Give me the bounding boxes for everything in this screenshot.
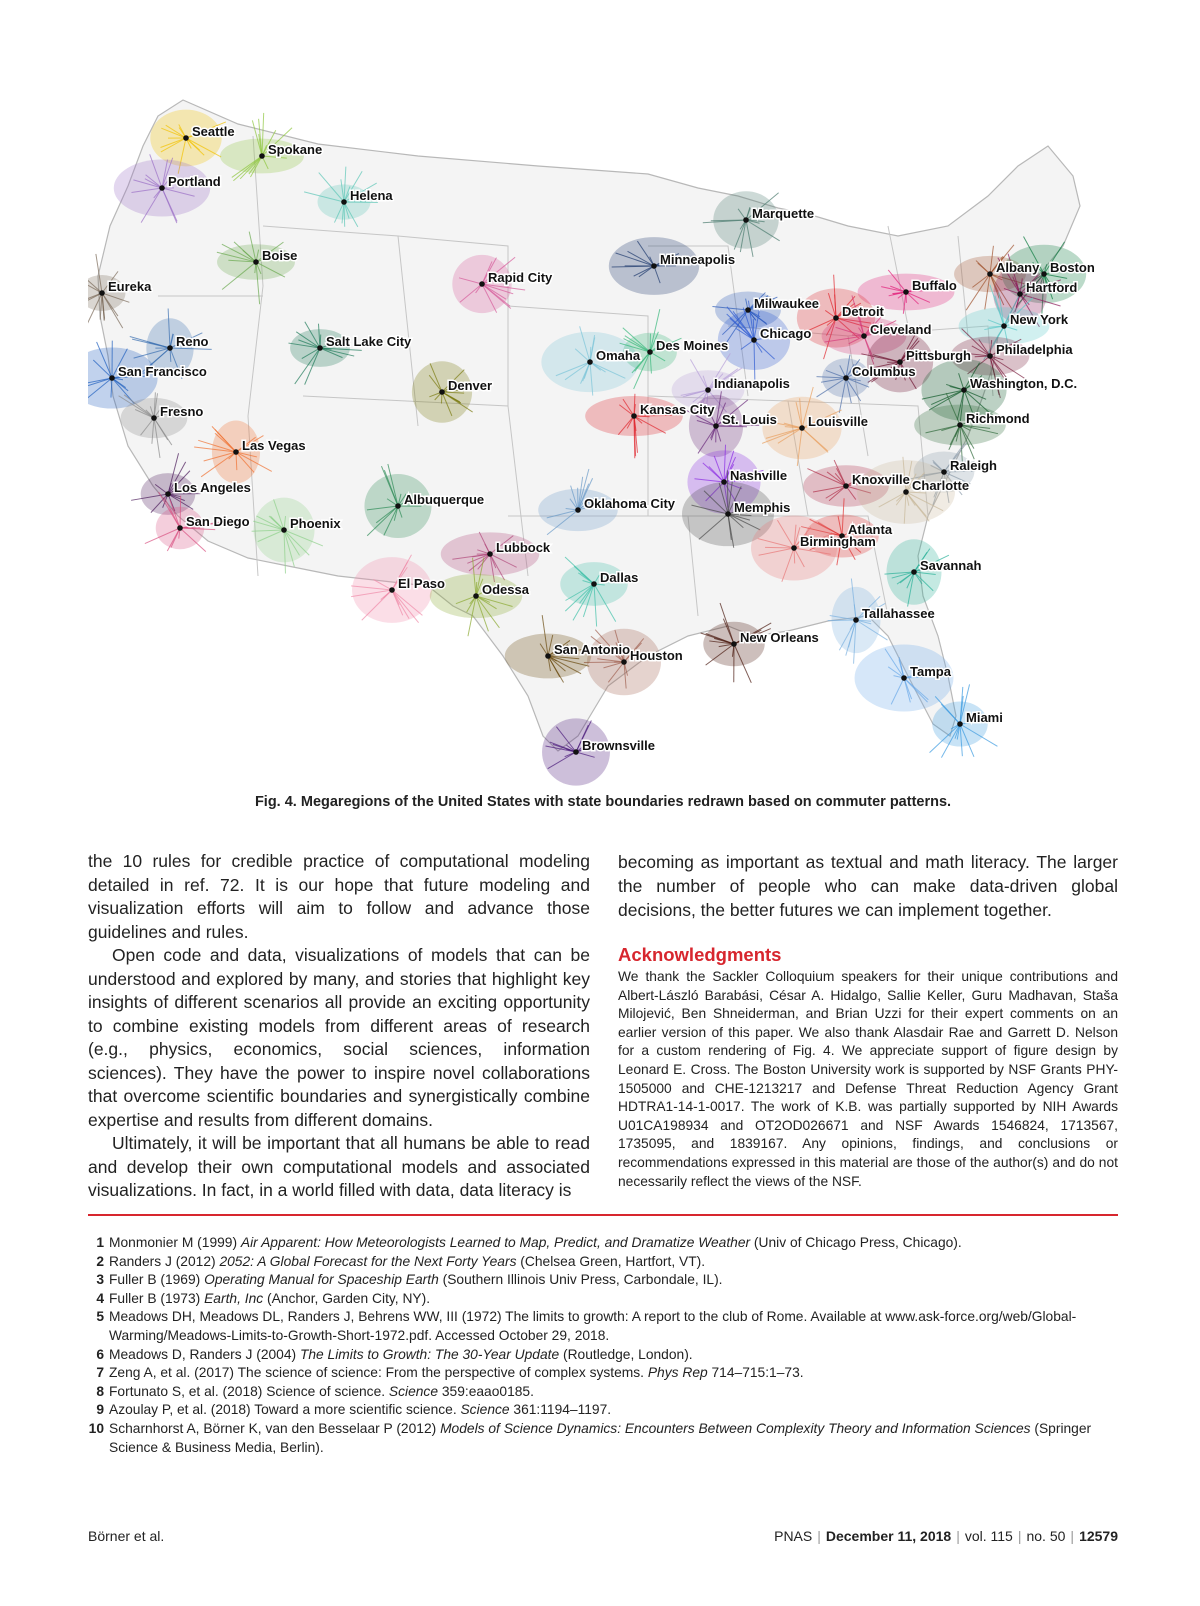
city-marker [1001, 323, 1007, 329]
city-marker [751, 337, 757, 343]
reference-item [88, 1253, 1118, 1272]
city-label: Buffalo [912, 278, 957, 293]
city-marker [473, 593, 479, 599]
city-label: Columbus [852, 364, 916, 379]
reference-number: 10 [88, 1420, 104, 1436]
reference-item [88, 1290, 1118, 1309]
city-marker [647, 349, 653, 355]
city-label: Memphis [734, 500, 791, 515]
city-marker [183, 135, 189, 141]
reference-title: Operating Manual for Spaceship Earth [204, 1272, 439, 1288]
city-marker [233, 449, 239, 455]
reference-title: The Limits to Growth: The 30-Year Update [299, 1346, 560, 1362]
city-label: Cleveland [870, 322, 932, 337]
city-label: Fresno [160, 404, 204, 419]
city-marker [167, 345, 173, 351]
reference-source: (Univ of Chicago Press, Chicago). [750, 1235, 962, 1250]
footer-page-number: 12579 [1079, 1528, 1118, 1544]
city-label: Dallas [600, 570, 639, 585]
reference-source: 714–715:1–73. [707, 1365, 804, 1381]
city-label: Chicago [760, 326, 812, 341]
city-marker [725, 511, 731, 517]
city-marker [317, 345, 323, 351]
city-label: Albuquerque [404, 492, 485, 507]
city-marker [631, 413, 637, 419]
city-marker [1041, 271, 1047, 277]
city-label: Marquette [752, 206, 815, 221]
city-label: Philadelphia [996, 342, 1073, 357]
city-marker [389, 587, 395, 593]
reference-title: Earth, Inc [204, 1290, 264, 1306]
reference-text: Scharnhorst A, Börner K, van den Besselaar P (2012) [109, 1420, 441, 1436]
city-marker [941, 469, 947, 475]
city-label: Tampa [910, 664, 951, 679]
city-marker [621, 659, 627, 665]
city-label: Omaha [596, 348, 641, 363]
city-marker [843, 483, 849, 489]
reference-item [88, 1346, 1118, 1365]
city-label: Raleigh [950, 458, 997, 473]
megaregions-map [88, 96, 1118, 786]
body-column-left [88, 850, 590, 1203]
city-label: Miami [966, 710, 1003, 725]
city-label: Denver [448, 378, 493, 393]
footer-authors: Börner et al. [88, 1528, 165, 1544]
reference-number: 3 [96, 1272, 104, 1288]
megaregions-map-figure [88, 96, 1118, 786]
city-label: Kansas City [640, 402, 715, 417]
city-label: San Francisco [118, 364, 207, 379]
reference-item [88, 1383, 1118, 1402]
reference-item [88, 1234, 1118, 1253]
city-label: Houston [630, 648, 683, 663]
city-label: Indianapolis [714, 376, 790, 391]
commuter-flow-line [180, 496, 181, 528]
city-label: Birmingham [800, 534, 876, 549]
city-label: Brownsville [582, 738, 655, 753]
city-marker [853, 617, 859, 623]
city-label: Odessa [482, 582, 529, 597]
city-label: Savannah [920, 558, 982, 573]
city-marker [1017, 291, 1023, 297]
city-label: Charlotte [912, 478, 970, 493]
city-marker [911, 569, 917, 575]
city-label: Hartford [1026, 280, 1078, 295]
city-marker [957, 721, 963, 727]
city-label: Knoxville [852, 472, 910, 487]
city-marker [961, 387, 967, 393]
city-marker [573, 749, 579, 755]
city-marker [987, 353, 993, 359]
city-label: Portland [168, 174, 221, 189]
reference-item [88, 1308, 1118, 1345]
city-marker [439, 389, 445, 395]
city-label: El Paso [398, 576, 445, 591]
city-label: Albany [996, 260, 1040, 275]
city-label: Detroit [842, 304, 884, 319]
city-label: Pittsburgh [906, 348, 971, 363]
city-marker [341, 199, 347, 205]
city-marker [545, 653, 551, 659]
reference-item [88, 1420, 1118, 1457]
city-label: Richmond [966, 411, 1030, 426]
city-marker [713, 423, 719, 429]
reference-text: Azoulay P, et al. (2018) Toward a more scientific science. [109, 1402, 461, 1418]
figure-caption: Fig. 4. Megaregions of the United States with state boundaries redrawn based on commuter patterns. [254, 794, 952, 810]
city-marker [903, 489, 909, 495]
reference-number: 9 [96, 1402, 104, 1418]
city-label: Salt Lake City [326, 334, 412, 349]
reference-source: (Chelsea Green, Hartfort, VT). [516, 1253, 706, 1269]
reference-source: (Routledge, London). [559, 1346, 693, 1362]
reference-title: 2052: A Global Forecast for the Next Forty Years [219, 1253, 517, 1269]
footer-issue: no. 50 [1026, 1528, 1066, 1544]
footer-date: December 11, 2018 [825, 1528, 952, 1544]
city-label: Washington, D.C. [970, 376, 1078, 391]
city-marker [987, 271, 993, 277]
reference-number: 7 [96, 1365, 104, 1381]
reference-source: (Springer Science & Business Media, Berlin). [109, 1420, 1092, 1455]
body-paragraph: Ultimately, it will be important that all humans be able to read and develop their own computational models and associated visualizations. In fact, in a world filled with data, data literacy is [88, 1133, 590, 1200]
city-label: Louisville [808, 414, 868, 429]
reference-number: 1 [96, 1235, 104, 1250]
city-marker [861, 333, 867, 339]
city-label: Las Vegas [242, 438, 306, 453]
reference-text: Meadows DH, Meadows DL, Randers J, Behrens WW, III (1972) The limits to growth: A report to the club of Rome. Available at www.ask-force.org/web/Global-Warming/Meadows-Limits-to-Growth-Short-1972.pdf. Accessed October 29, 2018. [109, 1309, 1077, 1343]
references-divider [88, 1214, 1118, 1216]
city-label: San Antonio [554, 642, 631, 657]
reference-title: Air Apparent: How Meteorologists Learned to Map, Predict, and Dramatize Weather [240, 1235, 751, 1250]
footer-journal: PNAS [774, 1528, 813, 1544]
city-marker [253, 259, 259, 265]
city-label: Milwaukee [754, 296, 820, 311]
city-marker [799, 425, 805, 431]
city-marker [165, 491, 171, 497]
city-label: Atlanta [848, 522, 893, 537]
city-label: Spokane [268, 142, 323, 157]
reference-text: Fortunato S, et al. (2018) Science of science. [109, 1383, 389, 1399]
city-marker [843, 375, 849, 381]
footer-citation: PNAS | December 11, 2018 | vol. 115 | no. 50 | 12579 [774, 1528, 1118, 1544]
city-label: San Diego [186, 514, 250, 529]
body-paragraph: becoming as important as textual and math literacy. The larger the number of people who can make data-driven global decisions, the better futures we can implement together. [618, 852, 1118, 920]
city-label: Boston [1050, 260, 1095, 275]
reference-item [88, 1271, 1118, 1290]
city-label: Reno [176, 334, 209, 349]
references-list [88, 1234, 1118, 1457]
city-marker [177, 525, 183, 531]
city-marker [395, 503, 401, 509]
city-label: St. Louis [722, 412, 777, 427]
city-label: Phoenix [290, 516, 341, 531]
city-label: Eureka [108, 279, 152, 294]
commuter-flow-line [753, 319, 754, 340]
body-paragraph: Open code and data, visualizations of models that can be understood and explored by many, and stories that highlight key insights of different scenarios all provide an exciting opportunity to combine existing models from different areas of research (e.g., physics, economics, social sciences, information sciences). They have the power to inspire novel collaborations that overcome scientific boundaries and synergistically combine expertise and results from different domains. [88, 945, 590, 1130]
city-marker [151, 415, 157, 421]
reference-title: Phys Rep [647, 1365, 708, 1381]
city-label: Des Moines [656, 338, 729, 353]
city-marker [745, 307, 751, 313]
city-marker [743, 217, 749, 223]
body-column-right [618, 850, 1118, 1191]
reference-source: (Southern Illinois Univ Press, Carbondale, IL). [438, 1272, 723, 1288]
city-marker [109, 375, 115, 381]
city-label: Tallahassee [862, 606, 935, 621]
acknowledgments-text: We thank the Sackler Colloquium speakers for their unique contributions and Albert-László Barabási, César A. Hidalgo, Sallie Keller, Guru Madhavan, Staša Milojević, Ben Shneiderman, and Brian Uzzi for their expert comments on an earlier version of this paper. We also thank Alasdair Rae and Garrett D. Nelson for a custom rendering of Fig. 4. We appreciate support of figure design by Leonard E. Cross. The Boston University work is supported by NSF Grants PHY-1505000 and CHE-1213217 and Defense Threat Reduction Agency Grant HDTRA1-14-1-0017. The work of K.B. was partially supported by NIH Awards U01CA198934 and OT2OD026671 and NSF Awards 1546824, 1713567, 1735095, and 1839167. Any opinions, findings, and conclusions or recommendations expressed in this material are those of the author(s) and do not necessarily reflect the views of the NSF. [618, 969, 1118, 1189]
reference-number: 4 [96, 1290, 104, 1306]
reference-text: Meadows D, Randers J (2004) [109, 1346, 300, 1362]
reference-source: 361:1194–1197. [509, 1402, 612, 1418]
body-paragraph: the 10 rules for credible practice of computational modeling detailed in ref. 72. It is our hope that future modeling and visualization efforts will aim to follow and advance those guidelines and rules. [88, 851, 590, 942]
city-label: Rapid City [488, 270, 553, 285]
city-marker [901, 675, 907, 681]
reference-title: Models of Science Dynamics: Encounters Between Complexity Theory and Information Sciences [440, 1420, 1031, 1436]
city-marker [591, 581, 597, 587]
commuter-flow-line [344, 202, 345, 227]
city-marker [903, 289, 909, 295]
city-marker [705, 387, 711, 393]
city-label: Boise [262, 248, 298, 263]
reference-source: 359:eaao0185. [438, 1383, 534, 1399]
reference-title: Science [388, 1383, 439, 1399]
city-marker [651, 263, 657, 269]
city-label: Helena [350, 188, 393, 203]
city-label: Seattle [192, 124, 235, 139]
city-marker [479, 281, 485, 287]
reference-text: Randers J (2012) [109, 1253, 220, 1269]
reference-number: 6 [96, 1346, 104, 1362]
city-marker [575, 507, 581, 513]
city-label: Nashville [730, 468, 788, 483]
reference-item [88, 1401, 1118, 1420]
city-marker [99, 290, 105, 296]
reference-title: Science [460, 1402, 510, 1418]
commuter-flow-line [727, 470, 728, 514]
city-label: New York [1010, 312, 1069, 327]
city-marker [791, 545, 797, 551]
city-marker [721, 479, 727, 485]
city-marker [259, 153, 265, 159]
city-label: Los Angeles [174, 480, 251, 495]
reference-text: Fuller B (1973) [109, 1290, 205, 1306]
city-marker [159, 185, 165, 191]
city-marker [731, 641, 737, 647]
city-marker [281, 527, 287, 533]
commuter-flow-line [765, 547, 794, 548]
city-label: Oklahoma City [584, 496, 676, 511]
city-label: New Orleans [740, 630, 819, 645]
city-marker [487, 551, 493, 557]
city-marker [957, 422, 963, 428]
reference-number: 5 [96, 1309, 104, 1325]
reference-number: 8 [96, 1383, 104, 1399]
city-marker [833, 315, 839, 321]
acknowledgments-heading: Acknowledgments [618, 944, 782, 965]
reference-text: Zeng A, et al. (2017) The science of science: From the perspective of complex systems. [109, 1365, 648, 1381]
reference-text: Monmonier M (1999) [109, 1235, 241, 1250]
reference-source: (Anchor, Garden City, NY). [263, 1290, 431, 1306]
reference-number: 2 [96, 1253, 104, 1269]
city-label: Minneapolis [660, 252, 736, 267]
commuter-flow-line [828, 620, 856, 621]
reference-text: Fuller B (1969) [109, 1272, 205, 1288]
footer-volume: vol. 115 [964, 1528, 1013, 1544]
city-label: Lubbock [496, 540, 551, 555]
reference-item [88, 1364, 1118, 1383]
city-marker [587, 359, 593, 365]
